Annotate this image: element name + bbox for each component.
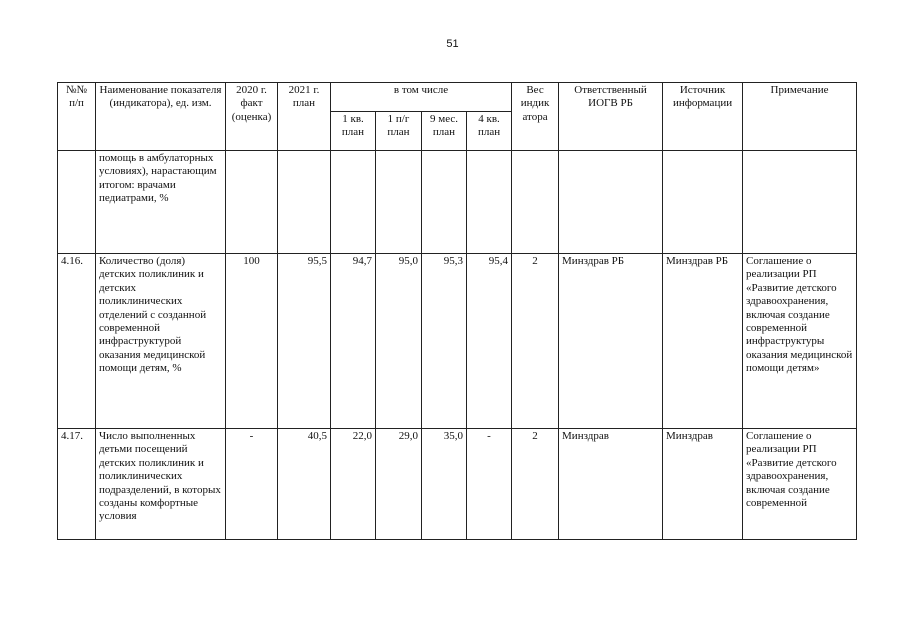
cell-h1: 95,0 [376, 254, 422, 429]
cell-q4: - [467, 429, 512, 540]
cell-responsible [559, 151, 663, 254]
cell-responsible: Минздрав [559, 429, 663, 540]
cell-no: 4.16. [58, 254, 96, 429]
col-header-note: Примечание [743, 83, 857, 151]
cell-weight: 2 [512, 254, 559, 429]
cell-weight [512, 151, 559, 254]
indicators-table [57, 82, 857, 540]
col-header-including: в том числе [331, 83, 512, 112]
cell-no: 4.17. [58, 429, 96, 540]
cell-name: Количество (доля) детских поликлиник и детских поликлинических отделений с созданной современной инфраструктурой оказания медицинской помощи детям, % [96, 254, 226, 429]
header-row-top [58, 83, 857, 112]
cell-note [743, 151, 857, 254]
cell-q1 [331, 151, 376, 254]
table-row [58, 429, 857, 540]
cell-source: Минздрав РБ [663, 254, 743, 429]
cell-m9: 35,0 [422, 429, 467, 540]
col-header-source: Источник информации [663, 83, 743, 151]
page-number: 51 [446, 38, 459, 50]
col-header-responsible: Ответственный ИОГВ РБ [559, 83, 663, 151]
cell-note: Соглашение о реализации РП «Развитие детского здравоохранения, включая создание современной инфраструктуры оказания медицинской помощи детям» [743, 254, 857, 429]
col-header-q4: 4 кв. план [467, 112, 512, 151]
cell-source [663, 151, 743, 254]
cell-q4 [467, 151, 512, 254]
cell-fact2020: 100 [226, 254, 278, 429]
cell-m9: 95,3 [422, 254, 467, 429]
cell-no [58, 151, 96, 254]
cell-name: помощь в амбулаторных условиях), нарастающим итогом: врачами педиатрами, % [96, 151, 226, 254]
cell-h1 [376, 151, 422, 254]
table-row [58, 254, 857, 429]
cell-plan2021 [278, 151, 331, 254]
cell-q4: 95,4 [467, 254, 512, 429]
col-header-name: Наименование показателя (индикатора), ед. изм. [96, 83, 226, 151]
col-header-q1: 1 кв. план [331, 112, 376, 151]
cell-plan2021: 95,5 [278, 254, 331, 429]
cell-plan2021: 40,5 [278, 429, 331, 540]
cell-source: Минздрав [663, 429, 743, 540]
col-header-fact2020: 2020 г. факт (оценка) [226, 83, 278, 151]
col-header-weight: Вес индик атора [512, 83, 559, 151]
col-header-plan2021: 2021 г. план [278, 83, 331, 151]
cell-fact2020 [226, 151, 278, 254]
cell-q1: 22,0 [331, 429, 376, 540]
cell-fact2020: - [226, 429, 278, 540]
cell-q1: 94,7 [331, 254, 376, 429]
col-header-no: №№ п/п [58, 83, 96, 151]
col-header-h1: 1 п/г план [376, 112, 422, 151]
cell-m9 [422, 151, 467, 254]
cell-h1: 29,0 [376, 429, 422, 540]
col-header-m9: 9 мес. план [422, 112, 467, 151]
cell-name: Число выполненных детьми посещений детских поликлиник и поликлинических подразделений, в которых созданы комфортные условия [96, 429, 226, 540]
table-row [58, 151, 857, 254]
cell-weight: 2 [512, 429, 559, 540]
cell-responsible: Минздрав РБ [559, 254, 663, 429]
cell-note: Соглашение о реализации РП «Развитие детского здравоохранения, включая создание современной [743, 429, 857, 540]
